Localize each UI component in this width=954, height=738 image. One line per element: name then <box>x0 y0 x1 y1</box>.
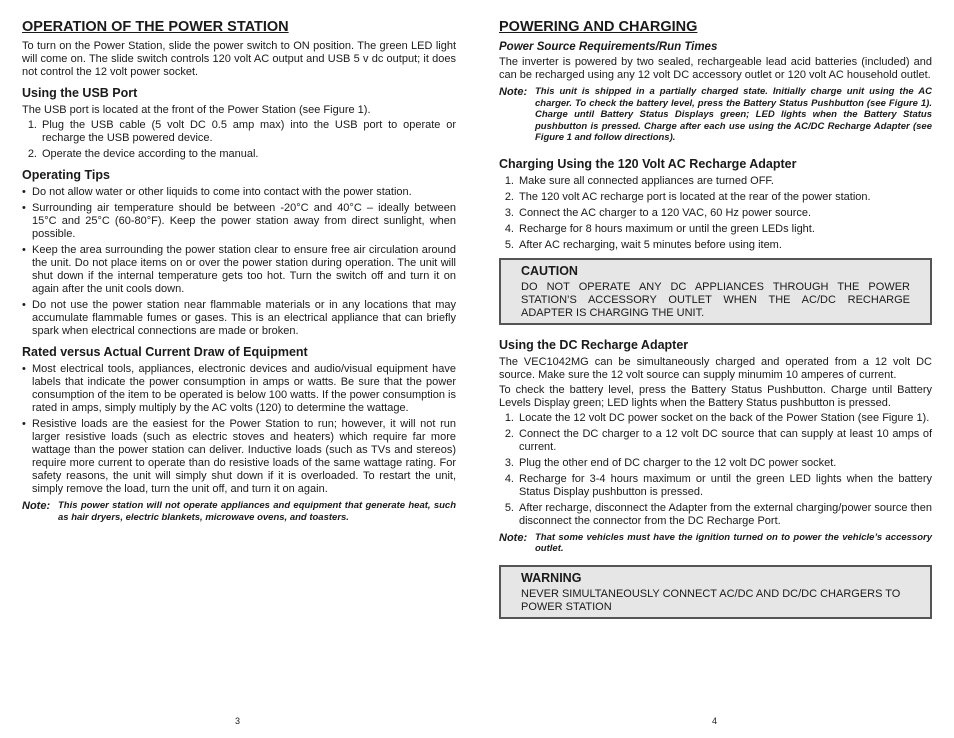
operation-title: OPERATION OF THE POWER STATION <box>22 19 289 35</box>
usb-step: 1. Plug the USB cable (5 volt DC 0.5 amp max) into the USB port to operate or recharge the USB powered device. <box>27 119 456 144</box>
left-page-column <box>22 18 456 527</box>
ac-charging-heading: Charging Using the 120 Volt AC Recharge Adapter <box>499 156 797 171</box>
dc-step: 4. Recharge for 3-4 hours maximum or until the green LED lights when the battery Status Display pushbutton is pressed. <box>504 472 932 498</box>
page-number-left: 3 <box>235 716 241 726</box>
warning-title: WARNING <box>521 570 582 585</box>
usb-intro: The USB port is located at the front of the Power Station (see Figure 1). <box>22 104 371 116</box>
dc-step: 2. Connect the DC charger to a 12 volt DC source that can supply at least 10 amps of current. <box>504 427 932 453</box>
bullet-icon: • <box>22 363 26 375</box>
dc-text-2: To check the battery level, press the Battery Status Pushbutton. Charge until Battery Levels Display green; LED lights when the Battery Status pushbutton is pressed. <box>499 383 932 409</box>
note-text: This unit is shipped in a partially charged state. Initially charge unit using the AC charger. To check the battery level, press the Battery Status Pushbutton (see Figure 1). Charge until Battery Status Displays green; LED lights when the Battery Status pushbutton is pressed. Charge after each use using the AC/DC Recharge Adapter (see Figure 1 and follow directions). <box>535 86 932 143</box>
shipping-note <box>499 86 932 144</box>
ac-step: 4. Recharge for 8 hours maximum or until the green LEDs light. <box>504 222 815 235</box>
ac-step: 3. Connect the AC charger to a 120 VAC, 60 Hz power source. <box>504 206 812 219</box>
operation-intro: To turn on the Power Station, slide the power switch to ON position. The green LED light will come on. The slide switch controls 120 volt AC output and USB 5 v dc output; it does not control the 12 volt power socket. <box>22 40 456 78</box>
note-label: Note: <box>22 500 51 512</box>
dc-steps-list <box>499 412 932 528</box>
usb-heading: Using the USB Port <box>22 86 138 100</box>
tip-item: • Do not use the power station near flammable materials or in any locations that may accumulate flammable fumes or gases. This is an electrical appliance that can briefly spark when electrical connections are made or broken. <box>22 299 456 337</box>
note-text: That some vehicles must have the ignition turned on to power the vehicle’s accessory outlet. <box>535 531 932 554</box>
tip-item: • Do not allow water or other liquids to come into contact with the power station. <box>22 186 412 198</box>
ac-step: 2. The 120 volt AC recharge port is located at the rear of the power station. <box>504 190 871 203</box>
note-label: Note: <box>499 86 528 98</box>
requirements-text: The inverter is powered by two sealed, rechargeable lead acid batteries (included) and can be recharged using any 12 volt DC accessory outlet or 120 volt AC household outlet. <box>499 56 932 81</box>
caution-box <box>499 258 932 325</box>
ac-steps-list <box>499 175 932 252</box>
bullet-icon: • <box>22 244 26 256</box>
caution-title: CAUTION <box>521 263 578 278</box>
ac-step: 5. After AC recharging, wait 5 minutes before using item. <box>504 238 782 251</box>
note-label: Note: <box>499 531 528 544</box>
right-page-column <box>499 18 932 619</box>
dc-text-1: The VEC1042MG can be simultaneously charged and operated from a 12 volt DC source. Make sure the 12 volt source can supply minumim 10 amperes of current. <box>499 355 932 381</box>
warning-box <box>499 565 932 619</box>
bullet-icon: • <box>22 186 26 198</box>
note-text: This power station will not operate appliances and equipment that generate heat, such as hair dryers, electric blankets, microwave ovens, and toasters. <box>58 500 456 523</box>
tips-list <box>22 186 456 338</box>
dc-adapter-heading: Using the DC Recharge Adapter <box>499 337 689 352</box>
dc-step: 3. Plug the other end of DC charger to the 12 volt DC power socket. <box>504 456 837 469</box>
dc-step: 1. Locate the 12 volt DC power socket on the back of the Power Station (see Figure 1). <box>504 411 930 424</box>
bullet-icon: • <box>22 418 26 430</box>
dc-step: 5. After recharge, disconnect the Adapter from the external charging/power source then disconnect the connector from the DC Recharge Port. <box>504 501 932 527</box>
caution-text: DO NOT OPERATE ANY DC APPLIANCES THROUGH THE POWER STATION’S ACCESSORY OUTLET WHEN THE AC/DC RECHARGE ADAPTER IS CHARGING THE UNIT. <box>521 280 910 319</box>
draw-item: • Resistive loads are the easiest for the Power Station to run; however, it will not run larger resistive loads (such as electric stoves and heaters) which require far more wattage than the power station can deliver. Inductive loads (such as TVs and stereos) require more current to operate than do resistive loads of the same wattage rating. For safety reasons, the unit will simply shut down if it is overloaded. To restart the unit, simply remove the load, turn the unit off, and turn it on again. <box>22 418 456 495</box>
powering-title: POWERING AND CHARGING <box>499 19 698 35</box>
vehicle-ignition-note <box>499 532 932 555</box>
usb-step: 2. Operate the device according to the manual. <box>27 148 259 160</box>
warning-text: NEVER SIMULTANEOUSLY CONNECT AC/DC AND DC/DC CHARGERS TO POWER STATION <box>521 587 901 613</box>
usb-steps-list <box>22 119 456 161</box>
requirements-heading: Power Source Requirements/Run Times <box>499 41 718 53</box>
tips-heading: Operating Tips <box>22 168 110 182</box>
current-draw-heading: Rated versus Actual Current Draw of Equipment <box>22 345 308 359</box>
tip-item: • Surrounding air temperature should be between -20°C and 40°C – ideally between 15°C and 25°C (60-80°F). Keep the power station away from direct sunlight, when possible. <box>22 202 456 240</box>
bullet-icon: • <box>22 299 26 311</box>
ac-step: 1. Make sure all connected appliances are turned OFF. <box>504 174 774 187</box>
tip-item: • Keep the area surrounding the power station clear to ensure free air circulation around the unit. Do not place items on or over the power station during operation. The unit will shut down if the internal temperature gets too hot. Turn the switch off and turn it on again after the unit cools down. <box>22 244 456 295</box>
current-draw-list <box>22 363 456 496</box>
page-number-right: 4 <box>712 716 718 726</box>
bullet-icon: • <box>22 202 26 214</box>
draw-item: • Most electrical tools, appliances, electronic devices and audio/visual equipment have labels that indicate the power consumption in amps or watts. Be sure that the power consumption of the item to be operated is below 100 watts. If the power consumption is rated in amps, simply multiply by the AC volts (120) to determine the wattage. <box>22 363 456 414</box>
heat-appliances-note <box>22 500 456 523</box>
